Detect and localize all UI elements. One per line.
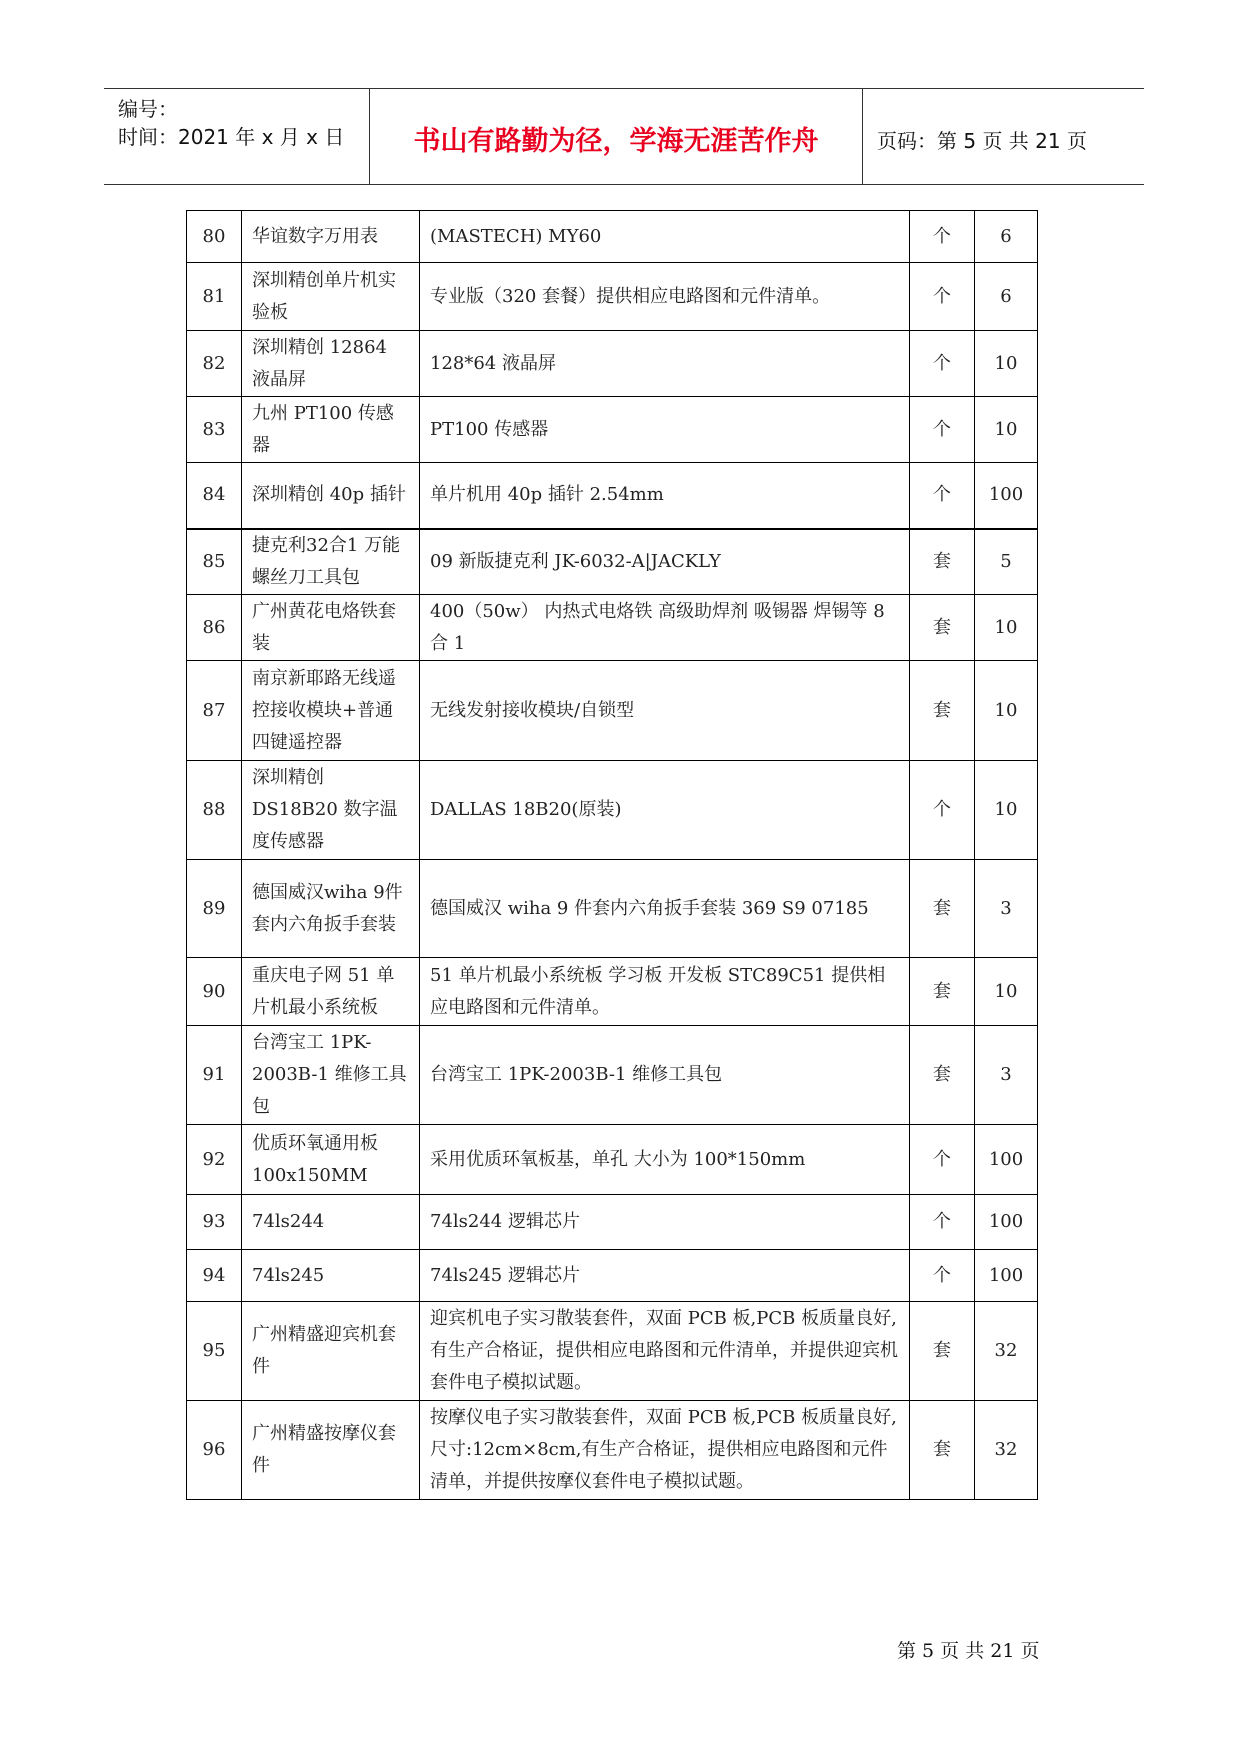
item-number-cell: 84	[187, 463, 242, 529]
table-row	[187, 463, 1038, 529]
item-quantity-cell: 100	[975, 463, 1038, 529]
item-description-cell: 128*64 液晶屏	[420, 331, 910, 397]
item-number-cell: 90	[187, 958, 242, 1026]
item-description-cell: 51 单片机最小系统板 学习板 开发板 STC89C51 提供相应电路图和元件清单。	[420, 958, 910, 1026]
item-unit-cell: 个	[910, 1195, 975, 1250]
item-name-cell: 台湾宝工 1PK-2003B-1 维修工具包	[242, 1026, 420, 1125]
item-quantity-cell: 100	[975, 1125, 1038, 1195]
item-quantity-cell: 6	[975, 263, 1038, 331]
item-name-cell: 广州精盛按摩仪套件	[242, 1401, 420, 1500]
item-unit-cell: 个	[910, 1250, 975, 1302]
item-description-cell: 采用优质环氧板基，单孔 大小为 100*150mm	[420, 1125, 910, 1195]
table-row	[187, 595, 1038, 661]
item-name-cell: 广州黄花电烙铁套装	[242, 595, 420, 661]
item-description-cell: 台湾宝工 1PK-2003B-1 维修工具包	[420, 1026, 910, 1125]
item-quantity-cell: 10	[975, 397, 1038, 463]
item-name-cell: 南京新耶路无线遥控接收模块+普通四键遥控器	[242, 661, 420, 761]
item-description-cell: 按摩仪电子实习散装套件，双面 PCB 板,PCB 板质量良好,尺寸:12cm×8cm,有生产合格证，提供相应电路图和元件清单，并提供按摩仪套件电子模拟试题。	[420, 1401, 910, 1500]
item-number-cell: 87	[187, 661, 242, 761]
document-number-label: 编号：	[118, 97, 178, 121]
item-name-cell: 捷克利32合1 万能螺丝刀工具包	[242, 529, 420, 595]
item-description-cell: 专业版（320 套餐）提供相应电路图和元件清单。	[420, 263, 910, 331]
item-quantity-cell: 10	[975, 958, 1038, 1026]
item-quantity-cell: 100	[975, 1250, 1038, 1302]
item-unit-cell: 个	[910, 761, 975, 860]
item-unit-cell: 套	[910, 595, 975, 661]
item-quantity-cell: 10	[975, 661, 1038, 761]
item-number-cell: 96	[187, 1401, 242, 1500]
item-number-cell: 95	[187, 1302, 242, 1401]
item-description-cell: DALLAS 18B20(原装)	[420, 761, 910, 860]
table-row	[187, 1125, 1038, 1195]
item-quantity-cell: 32	[975, 1302, 1038, 1401]
item-description-cell: 74ls245 逻辑芯片	[420, 1250, 910, 1302]
table-row	[187, 397, 1038, 463]
item-quantity-cell: 100	[975, 1195, 1038, 1250]
item-description-cell: 09 新版捷克利 JK-6032-A|JACKLY	[420, 529, 910, 595]
item-number-cell: 85	[187, 529, 242, 595]
item-quantity-cell: 3	[975, 1026, 1038, 1125]
table-row	[187, 1195, 1038, 1250]
item-description-cell: 单片机用 40p 插针 2.54mm	[420, 463, 910, 529]
item-number-cell: 88	[187, 761, 242, 860]
table-row	[187, 529, 1038, 595]
item-number-cell: 82	[187, 331, 242, 397]
table-row	[187, 761, 1038, 860]
table-row	[187, 958, 1038, 1026]
item-quantity-cell: 3	[975, 860, 1038, 958]
item-unit-cell: 个	[910, 263, 975, 331]
item-unit-cell: 套	[910, 1401, 975, 1500]
item-unit-cell: 套	[910, 860, 975, 958]
item-name-cell: 深圳精创 DS18B20 数字温度传感器	[242, 761, 420, 860]
item-number-cell: 89	[187, 860, 242, 958]
table-row	[187, 331, 1038, 397]
item-unit-cell: 个	[910, 1125, 975, 1195]
item-name-cell: 重庆电子网 51 单片机最小系统板	[242, 958, 420, 1026]
table-row	[187, 211, 1038, 263]
item-unit-cell: 套	[910, 529, 975, 595]
item-name-cell: 九州 PT100 传感器	[242, 397, 420, 463]
item-name-cell: 德国威汉wiha 9件套内六角扳手套装	[242, 860, 420, 958]
item-unit-cell: 个	[910, 463, 975, 529]
table-row	[187, 1250, 1038, 1302]
item-name-cell: 深圳精创单片机实验板	[242, 263, 420, 331]
table-row	[187, 860, 1038, 958]
table-row	[187, 661, 1038, 761]
item-number-cell: 86	[187, 595, 242, 661]
table-row	[187, 1026, 1038, 1125]
item-name-cell: 深圳精创 12864 液晶屏	[242, 331, 420, 397]
item-number-cell: 92	[187, 1125, 242, 1195]
header-page-number: 页码：第 5 页 共 21 页	[877, 129, 1087, 153]
item-number-cell: 81	[187, 263, 242, 331]
document-time-label: 时间：2021 年 x 月 x 日	[118, 125, 345, 149]
item-description-cell: (MASTECH) MY60	[420, 211, 910, 263]
item-quantity-cell: 10	[975, 595, 1038, 661]
header-center-cell	[370, 89, 863, 184]
item-number-cell: 93	[187, 1195, 242, 1250]
item-unit-cell: 套	[910, 661, 975, 761]
item-name-cell: 深圳精创 40p 插针	[242, 463, 420, 529]
table-row	[187, 1302, 1038, 1401]
item-number-cell: 83	[187, 397, 242, 463]
item-unit-cell: 个	[910, 397, 975, 463]
item-unit-cell: 套	[910, 1026, 975, 1125]
item-name-cell: 广州精盛迎宾机套件	[242, 1302, 420, 1401]
item-unit-cell: 套	[910, 1302, 975, 1401]
item-description-cell: 迎宾机电子实习散装套件，双面 PCB 板,PCB 板质量良好,有生产合格证，提供相应电路图和元件清单，并提供迎宾机套件电子模拟试题。	[420, 1302, 910, 1401]
item-quantity-cell: 6	[975, 211, 1038, 263]
item-description-cell: 400（50w） 内热式电烙铁 高级助焊剂 吸锡器 焊锡等 8 合 1	[420, 595, 910, 661]
item-description-cell: 德国威汉 wiha 9 件套内六角扳手套装 369 S9 07185	[420, 860, 910, 958]
equipment-table	[186, 210, 1038, 1500]
item-number-cell: 80	[187, 211, 242, 263]
item-description-cell: PT100 传感器	[420, 397, 910, 463]
page-footer: 第 5 页 共 21 页	[897, 1640, 1040, 1662]
item-description-cell: 74ls244 逻辑芯片	[420, 1195, 910, 1250]
item-quantity-cell: 10	[975, 331, 1038, 397]
item-name-cell: 优质环氧通用板 100x150MM	[242, 1125, 420, 1195]
table-row	[187, 263, 1038, 331]
header-motto: 书山有路勤为径，学海无涯苦作舟	[413, 126, 819, 157]
item-unit-cell: 个	[910, 331, 975, 397]
item-name-cell: 74ls244	[242, 1195, 420, 1250]
item-quantity-cell: 5	[975, 529, 1038, 595]
header-left-cell	[104, 89, 370, 184]
item-name-cell: 华谊数字万用表	[242, 211, 420, 263]
item-number-cell: 94	[187, 1250, 242, 1302]
table-row	[187, 1401, 1038, 1500]
item-description-cell: 无线发射接收模块/自锁型	[420, 661, 910, 761]
item-unit-cell: 套	[910, 958, 975, 1026]
item-quantity-cell: 10	[975, 761, 1038, 860]
item-quantity-cell: 32	[975, 1401, 1038, 1500]
item-number-cell: 91	[187, 1026, 242, 1125]
item-name-cell: 74ls245	[242, 1250, 420, 1302]
page-header	[104, 88, 1144, 185]
header-right-cell	[863, 89, 1144, 184]
item-unit-cell: 个	[910, 211, 975, 263]
